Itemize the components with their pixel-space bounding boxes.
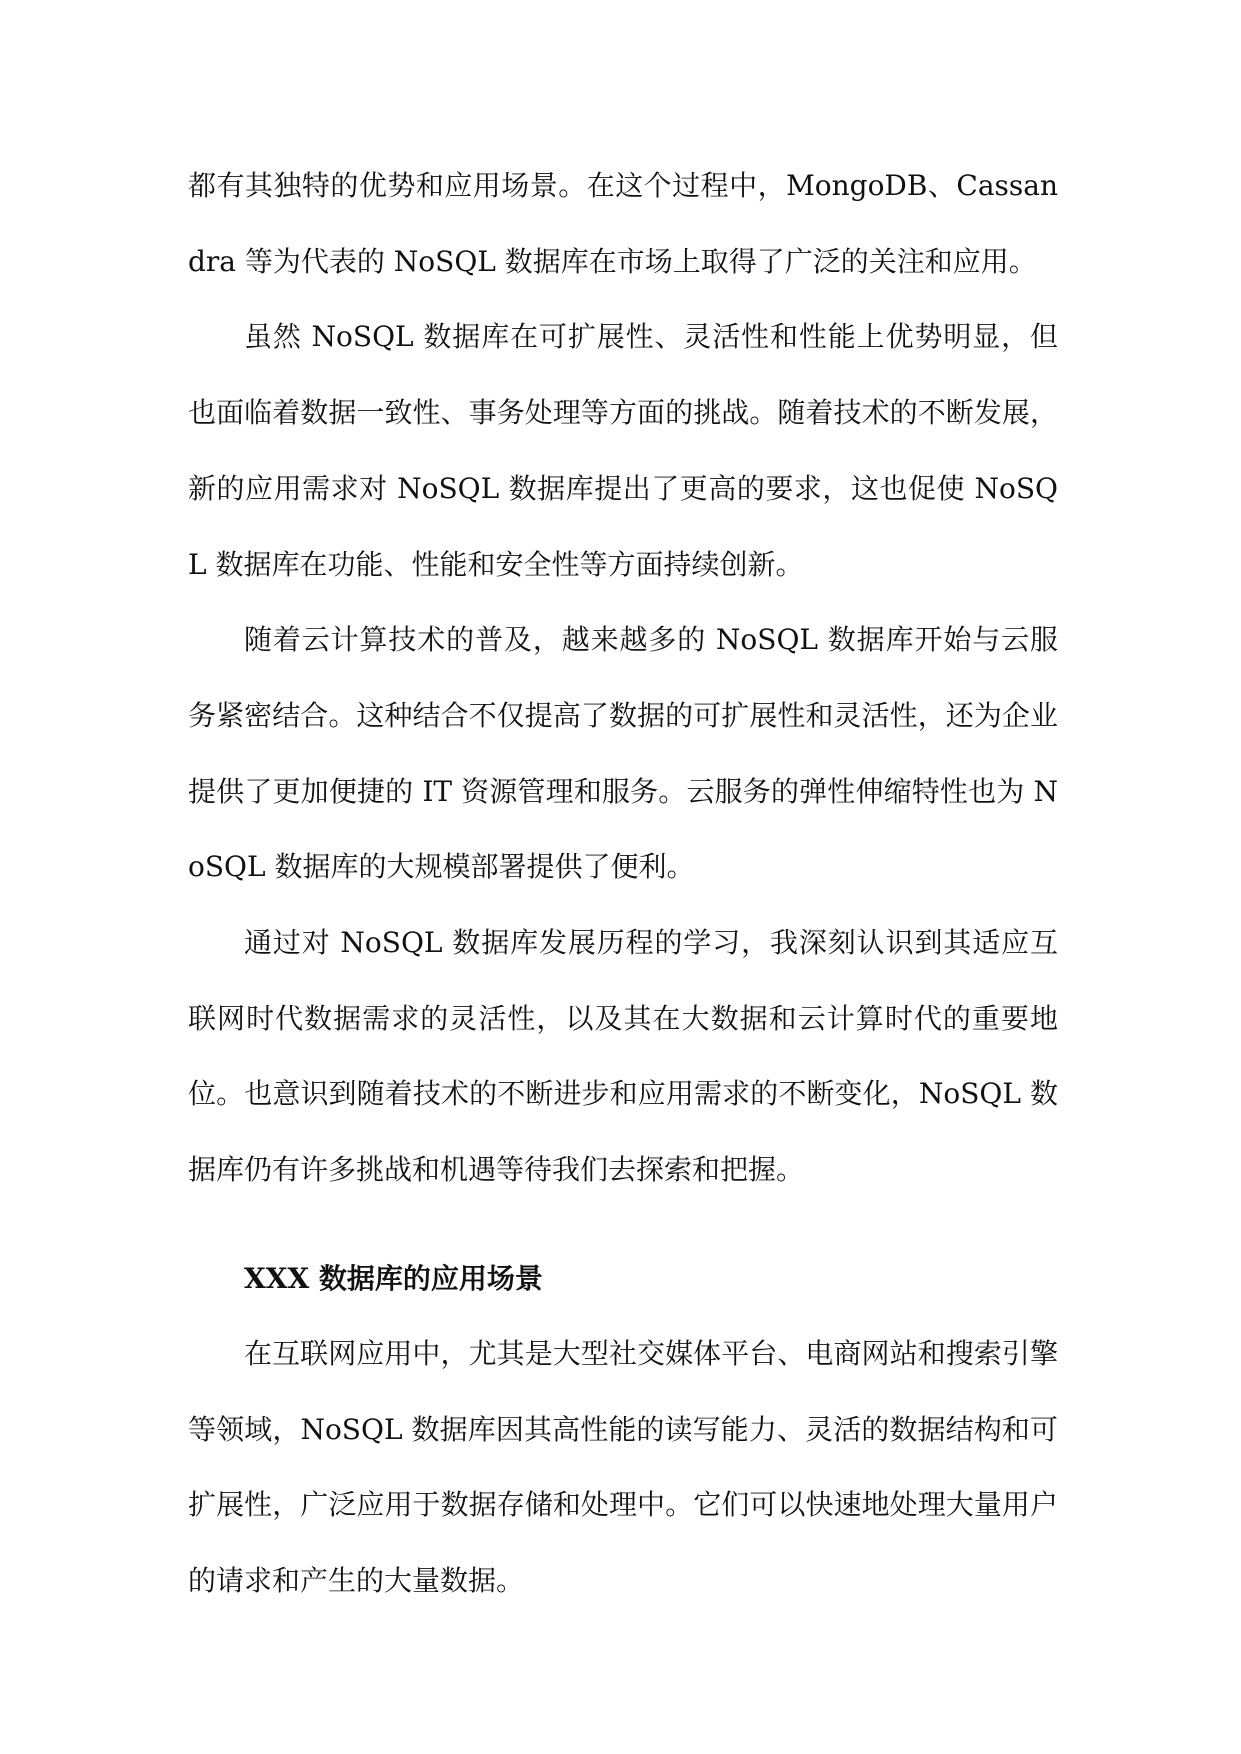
paragraph-3: 随着云计算技术的普及，越来越多的 NoSQL 数据库开始与云服务紧密结合。这种结合不仅提高了数据的可扩展性和灵活性，还为企业提供了更加便捷的 IT 资源管理和服务。云服务的弹性伸缩特性也为 NoSQL 数据库的大规模部署提供了便利。 [188,623,1058,884]
section-heading: XXX 数据库的应用场景 [244,1261,543,1295]
document-body [188,148,1058,1619]
paragraph-5: 在互联网应用中，尤其是大型社交媒体平台、电商网站和搜索引擎等领域，NoSQL 数据库因其高性能的读写能力、灵活的数据结构和可扩展性，广泛应用于数据存储和处理中。它们可以快速地处理大量用户的请求和产生的大量数据。 [188,1336,1058,1597]
paragraph-4: 通过对 NoSQL 数据库发展历程的学习，我深刻认识到其适应互联网时代数据需求的灵活性，以及其在大数据和云计算时代的重要地位。也意识到随着技术的不断进步和应用需求的不断变化，NoSQL 数据库仍有许多挑战和机遇等待我们去探索和把握。 [188,926,1058,1187]
paragraph-1: 都有其独特的优势和应用场景。在这个过程中，MongoDB、Cassandra 等为代表的 NoSQL 数据库在市场上取得了广泛的关注和应用。 [188,169,1058,278]
paragraph-2: 虽然 NoSQL 数据库在可扩展性、灵活性和性能上优势明显，但也面临着数据一致性、事务处理等方面的挑战。随着技术的不断发展，新的应用需求对 NoSQL 数据库提出了更高的要求，这也促使 NoSQL 数据库在功能、性能和安全性等方面持续创新。 [188,320,1058,581]
